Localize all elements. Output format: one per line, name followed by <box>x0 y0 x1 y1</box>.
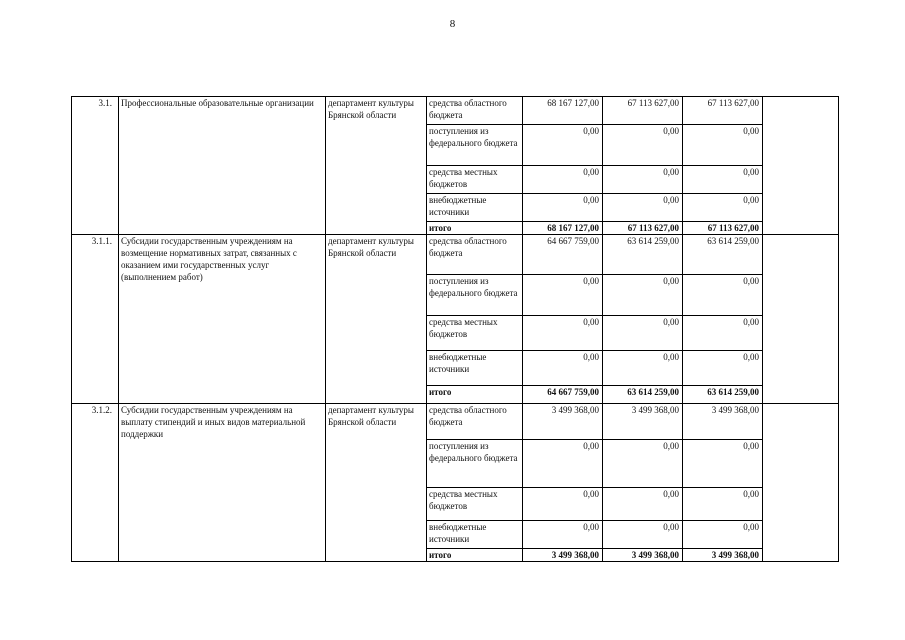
amount-cell: 0,00 <box>523 351 603 386</box>
section-executor: департамент культуры Брянской области <box>326 235 427 404</box>
amount-cell: 67 113 627,00 <box>683 97 763 125</box>
empty-column-cell <box>763 97 839 235</box>
amount-cell: 0,00 <box>523 275 603 316</box>
section-code: 3.1.1. <box>72 235 119 404</box>
amount-cell: 0,00 <box>523 440 603 488</box>
amount-cell: 68 167 127,00 <box>523 97 603 125</box>
section-name: Субсидии государственным учреждениям на возмещение нормативных затрат, связанных с оказанием ими государственных услуг (выполнением работ) <box>119 235 326 404</box>
funding-source: средства местных бюджетов <box>427 166 523 194</box>
amount-cell: 67 113 627,00 <box>603 97 683 125</box>
amount-cell: 0,00 <box>683 440 763 488</box>
amount-cell: 0,00 <box>523 166 603 194</box>
amount-cell: 63 614 259,00 <box>683 235 763 275</box>
total-amount: 64 667 759,00 <box>523 386 603 404</box>
funding-source: средства областного бюджета <box>427 97 523 125</box>
funding-source: средства областного бюджета <box>427 235 523 275</box>
amount-cell: 0,00 <box>523 316 603 351</box>
funding-source: поступления из федерального бюджета <box>427 125 523 166</box>
section-executor: департамент культуры Брянской области <box>326 404 427 562</box>
total-label: итого <box>427 549 523 562</box>
budget-table <box>71 96 839 562</box>
amount-cell: 0,00 <box>683 521 763 549</box>
total-amount: 63 614 259,00 <box>603 386 683 404</box>
funding-source: средства местных бюджетов <box>427 488 523 521</box>
amount-cell: 0,00 <box>683 275 763 316</box>
total-amount: 3 499 368,00 <box>683 549 763 562</box>
amount-cell: 0,00 <box>603 351 683 386</box>
amount-cell: 0,00 <box>523 194 603 222</box>
funding-source: средства областного бюджета <box>427 404 523 440</box>
section-name: Субсидии государственным учреждениям на выплату стипендий и иных видов материальной поддержки <box>119 404 326 562</box>
funding-source: внебюджетные источники <box>427 351 523 386</box>
funding-source: внебюджетные источники <box>427 521 523 549</box>
section-name: Профессиональные образовательные организации <box>119 97 326 235</box>
empty-column-cell <box>763 235 839 404</box>
funding-source: поступления из федерального бюджета <box>427 275 523 316</box>
funding-source: поступления из федерального бюджета <box>427 440 523 488</box>
funding-source: средства местных бюджетов <box>427 316 523 351</box>
amount-cell: 0,00 <box>683 351 763 386</box>
funding-source: внебюджетные источники <box>427 194 523 222</box>
total-amount: 3 499 368,00 <box>603 549 683 562</box>
amount-cell: 0,00 <box>523 488 603 521</box>
empty-column-cell <box>763 404 839 562</box>
total-amount: 3 499 368,00 <box>523 549 603 562</box>
total-amount: 68 167 127,00 <box>523 222 603 235</box>
section-code: 3.1. <box>72 97 119 235</box>
amount-cell: 0,00 <box>683 488 763 521</box>
page-number: 8 <box>449 18 456 30</box>
amount-cell: 0,00 <box>683 316 763 351</box>
amount-cell: 63 614 259,00 <box>603 235 683 275</box>
table-row <box>72 235 839 275</box>
total-amount: 67 113 627,00 <box>603 222 683 235</box>
amount-cell: 0,00 <box>683 166 763 194</box>
amount-cell: 0,00 <box>603 166 683 194</box>
amount-cell: 64 667 759,00 <box>523 235 603 275</box>
amount-cell: 0,00 <box>523 125 603 166</box>
table-row <box>72 97 839 125</box>
section-executor: департамент культуры Брянской области <box>326 97 427 235</box>
amount-cell: 0,00 <box>603 125 683 166</box>
total-amount: 67 113 627,00 <box>683 222 763 235</box>
amount-cell: 0,00 <box>603 440 683 488</box>
amount-cell: 0,00 <box>603 194 683 222</box>
amount-cell: 0,00 <box>603 521 683 549</box>
amount-cell: 3 499 368,00 <box>523 404 603 440</box>
amount-cell: 0,00 <box>683 125 763 166</box>
amount-cell: 3 499 368,00 <box>603 404 683 440</box>
amount-cell: 0,00 <box>523 521 603 549</box>
total-label: итого <box>427 386 523 404</box>
section-code: 3.1.2. <box>72 404 119 562</box>
amount-cell: 0,00 <box>603 488 683 521</box>
table-row <box>72 404 839 440</box>
amount-cell: 0,00 <box>603 275 683 316</box>
amount-cell: 0,00 <box>683 194 763 222</box>
amount-cell: 0,00 <box>603 316 683 351</box>
amount-cell: 3 499 368,00 <box>683 404 763 440</box>
total-label: итого <box>427 222 523 235</box>
total-amount: 63 614 259,00 <box>683 386 763 404</box>
